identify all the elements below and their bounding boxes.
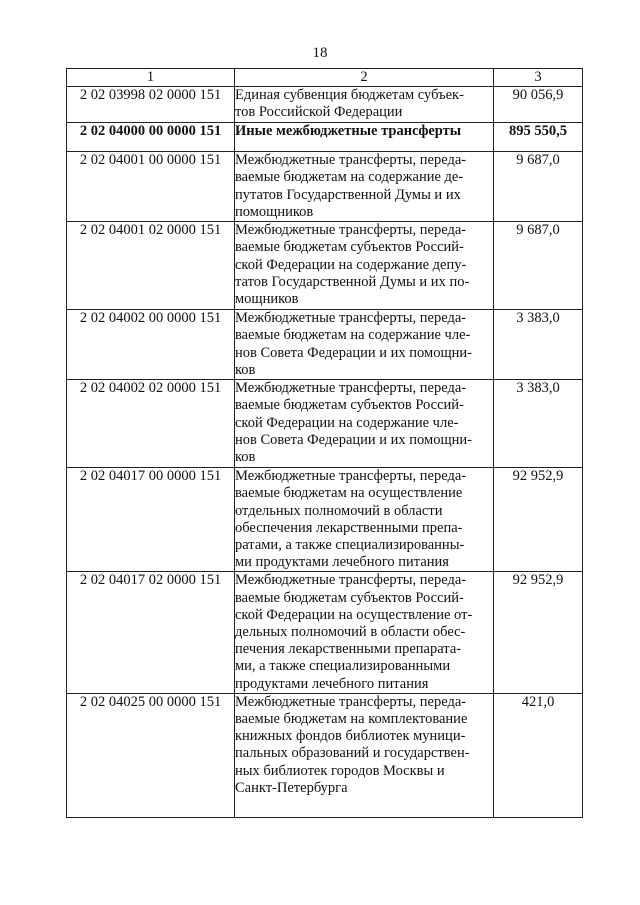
description-cell: Межбюджетные трансферты, переда- ваемые бюджетам на содержание де- путатов Государственной Думы и их помощников xyxy=(235,152,494,222)
amount-cell: 3 383,0 xyxy=(494,380,583,468)
amount-cell: 3 383,0 xyxy=(494,310,583,380)
description-cell: Межбюджетные трансферты, переда- ваемые бюджетам на осуществление отдельных полномочий в области обеспечения лекарственными препа- ратами, а также специализированны- ми продуктами лечебного питания xyxy=(235,468,494,572)
budget-code-cell: 2 02 04017 02 0000 151 xyxy=(67,572,235,693)
budget-code-cell: 2 02 04002 02 0000 151 xyxy=(67,380,235,468)
budget-code-cell: 2 02 03998 02 0000 151 xyxy=(67,87,235,123)
amount-cell: 90 056,9 xyxy=(494,87,583,123)
budget-table xyxy=(66,68,583,818)
description-cell: Межбюджетные трансферты, переда- ваемые бюджетам субъектов Россий- ской Федерации на содержание депу- татов Государственной Думы и их по- мощников xyxy=(235,222,494,310)
column-header-description: 2 xyxy=(235,69,494,87)
table-header xyxy=(67,69,583,87)
table-row xyxy=(67,468,583,572)
amount-cell: 9 687,0 xyxy=(494,222,583,310)
description-cell: Межбюджетные трансферты, переда- ваемые бюджетам на содержание чле- нов Совета Федерации и их помощни- ков xyxy=(235,310,494,380)
table-body xyxy=(67,87,583,818)
table-row xyxy=(67,152,583,222)
column-header-amount: 3 xyxy=(494,69,583,87)
description-cell: Межбюджетные трансферты, переда- ваемые бюджетам субъектов Россий- ской Федерации на содержание чле- нов Совета Федерации и их помощни- ков xyxy=(235,380,494,468)
table-row xyxy=(67,310,583,380)
header-row xyxy=(67,69,583,87)
table-row xyxy=(67,87,583,123)
description-cell: Межбюджетные трансферты, переда- ваемые бюджетам субъектов Россий- ской Федерации на осуществление от- дельных полномочий в области обес- печения лекарственными препарата- ми, а также специализированными продуктами лечебного питания xyxy=(235,572,494,693)
table-row xyxy=(67,693,583,817)
budget-code-cell: 2 02 04002 00 0000 151 xyxy=(67,310,235,380)
page-number: 18 xyxy=(312,45,328,61)
table-row xyxy=(67,222,583,310)
budget-code-cell: 2 02 04001 02 0000 151 xyxy=(67,222,235,310)
budget-code-cell: 2 02 04025 00 0000 151 xyxy=(67,693,235,817)
amount-cell: 9 687,0 xyxy=(494,152,583,222)
description-cell: Единая субвенция бюджетам субъек- тов Российской Федерации xyxy=(235,87,494,123)
budget-code-cell: 2 02 04001 00 0000 151 xyxy=(67,152,235,222)
description-cell: Межбюджетные трансферты, переда- ваемые бюджетам на комплектование книжных фондов библиотек муници- пальных образований и государствен- ных библиотек городов Москвы и Санкт-Петербурга xyxy=(235,693,494,817)
amount-cell: 895 550,5 xyxy=(494,123,583,152)
amount-cell: 92 952,9 xyxy=(494,468,583,572)
budget-code-cell: 2 02 04000 00 0000 151 xyxy=(67,123,235,152)
table-row xyxy=(67,123,583,152)
column-header-code: 1 xyxy=(67,69,235,87)
budget-code-cell: 2 02 04017 00 0000 151 xyxy=(67,468,235,572)
table-row xyxy=(67,380,583,468)
table-row xyxy=(67,572,583,693)
amount-cell: 92 952,9 xyxy=(494,572,583,693)
amount-cell: 421,0 xyxy=(494,693,583,817)
description-cell: Иные межбюджетные трансферты xyxy=(235,123,494,152)
